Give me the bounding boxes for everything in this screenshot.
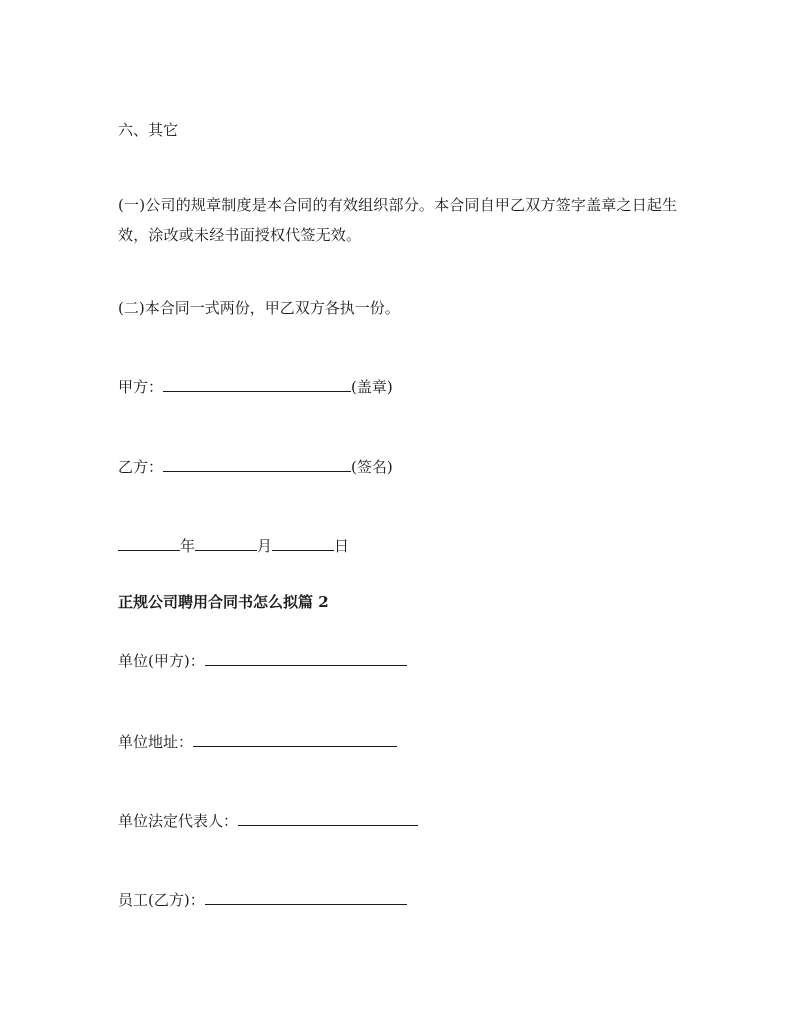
clause-one: (一)公司的规章制度是本合同的有效组织部分。本合同自甲乙双方签字盖章之日起生效，涂改或未经书面授权代签无效。 <box>118 196 678 244</box>
field-employer-address-label: 单位地址： <box>118 733 194 751</box>
date-month-blank[interactable] <box>195 535 257 551</box>
date-line <box>118 535 349 556</box>
field-employer <box>118 650 407 671</box>
field-legal-representative <box>118 810 418 831</box>
second-contract-title: 正规公司聘用合同书怎么拟篇 2 <box>118 593 329 611</box>
clause-two: (二)本合同一式两份，甲乙双方各执一份。 <box>118 299 400 317</box>
field-legal-representative-blank[interactable] <box>238 810 418 826</box>
party-a-signature-line <box>118 376 393 397</box>
field-employee <box>118 889 407 910</box>
date-year-label: 年 <box>180 537 196 555</box>
date-day-blank[interactable] <box>272 535 334 551</box>
field-employer-address-blank[interactable] <box>193 731 397 747</box>
field-employer-address <box>118 731 397 752</box>
party-a-blank[interactable] <box>163 376 351 392</box>
field-employer-blank[interactable] <box>205 650 407 666</box>
date-month-label: 月 <box>257 537 273 555</box>
field-employee-label: 员工(乙方)： <box>118 891 205 909</box>
party-b-label: 乙方： <box>118 458 164 476</box>
party-a-suffix: (盖章) <box>351 378 393 396</box>
section-heading: 六、其它 <box>118 121 179 139</box>
party-b-blank[interactable] <box>163 456 351 472</box>
date-year-blank[interactable] <box>118 535 180 551</box>
date-day-label: 日 <box>334 537 350 555</box>
field-employee-blank[interactable] <box>205 889 407 905</box>
field-employer-label: 单位(甲方)： <box>118 652 205 670</box>
party-b-signature-line <box>118 456 393 477</box>
party-b-suffix: (签名) <box>351 458 393 476</box>
party-a-label: 甲方： <box>118 378 164 396</box>
field-legal-representative-label: 单位法定代表人： <box>118 812 239 830</box>
